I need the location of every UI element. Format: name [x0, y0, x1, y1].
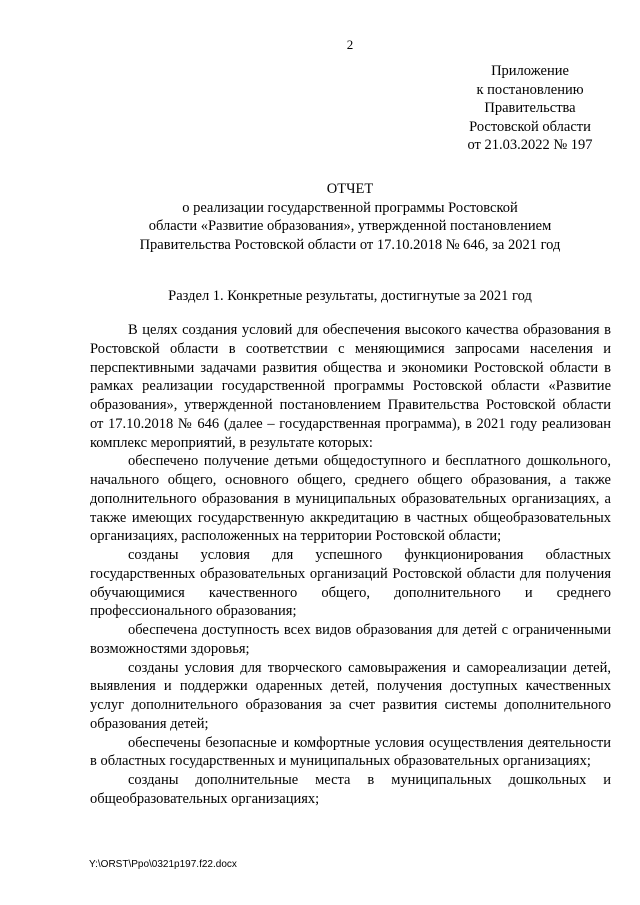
appendix-line: от 21.03.2022 № 197 — [467, 137, 593, 153]
report-subtitle-line: области «Развитие образования», утвержденной постановлением — [148, 218, 552, 235]
appendix-line: Ростовской области — [469, 118, 591, 135]
appendix-block — [430, 62, 630, 155]
section-heading: Раздел 1. Конкретные результаты, достигнутые за 2021 год — [168, 288, 532, 304]
report-subtitle-line: Правительства Ростовской области от 17.10.2018 № 646, за 2021 год — [139, 237, 561, 254]
report-heading: ОТЧЕТ — [326, 181, 374, 197]
paragraph: созданы условия для творческого самовыражения и самореализации детей, выявления и поддержки одаренных детей, получения доступных качественных услуг дополнительного образования за счет развития системы дополнительного образования детей; — [90, 659, 611, 732]
appendix-line: к постановлению — [476, 81, 584, 98]
appendix-line: Приложение — [491, 63, 569, 79]
paragraph: обеспечены безопасные и комфортные условия осуществления деятельности в областных государственных и муниципальных образовательных организациях; — [90, 734, 611, 770]
paragraph: обеспечена доступность всех видов образования для детей с ограниченными возможностями здоровья; — [90, 622, 611, 657]
page-number: 2 — [346, 37, 354, 52]
paragraph: обеспечено получение детьми общедоступного и бесплатного дошкольного, начального общего, основного общего, среднего общего образования, а также дополнительного образования в муниципальных образовательных организациях, а также имеющих государственную аккредитацию в частных общеобразовательных организациях, расположенных на территории Ростовской области; — [90, 453, 611, 545]
body-text — [90, 321, 611, 809]
paragraph: созданы дополнительные места в муниципальных дошкольных и общеобразовательных организациях; — [90, 772, 611, 807]
report-title-block — [90, 180, 610, 255]
appendix-line: Правительства — [484, 100, 576, 116]
footer-file-path: Y:\ORST\Ppo\0321p197.f22.docx — [89, 859, 237, 870]
paragraph: созданы условия для успешного функционирования областных государственных образовательных организаций Ростовской области для получения обучающимися качественного общего, дополнительного и среднего профессионального образования; — [90, 547, 611, 620]
paragraph: В целях создания условий для обеспечения высокого качества образования в Ростовской области в соответствии с меняющимися запросами населения и перспективными задачами развития общества и экономики Ростовской области в рамках реализации государственной программы Ростовской области «Развитие образования», утвержденной постановлением Правительства Ростовской области от 17.10.2018 № 646 (далее – государственная программа), в 2021 году реализован комплекс мероприятий, в результате которых: — [90, 322, 611, 451]
report-subtitle-line: о реализации государственной программы Ростовской — [182, 199, 518, 216]
